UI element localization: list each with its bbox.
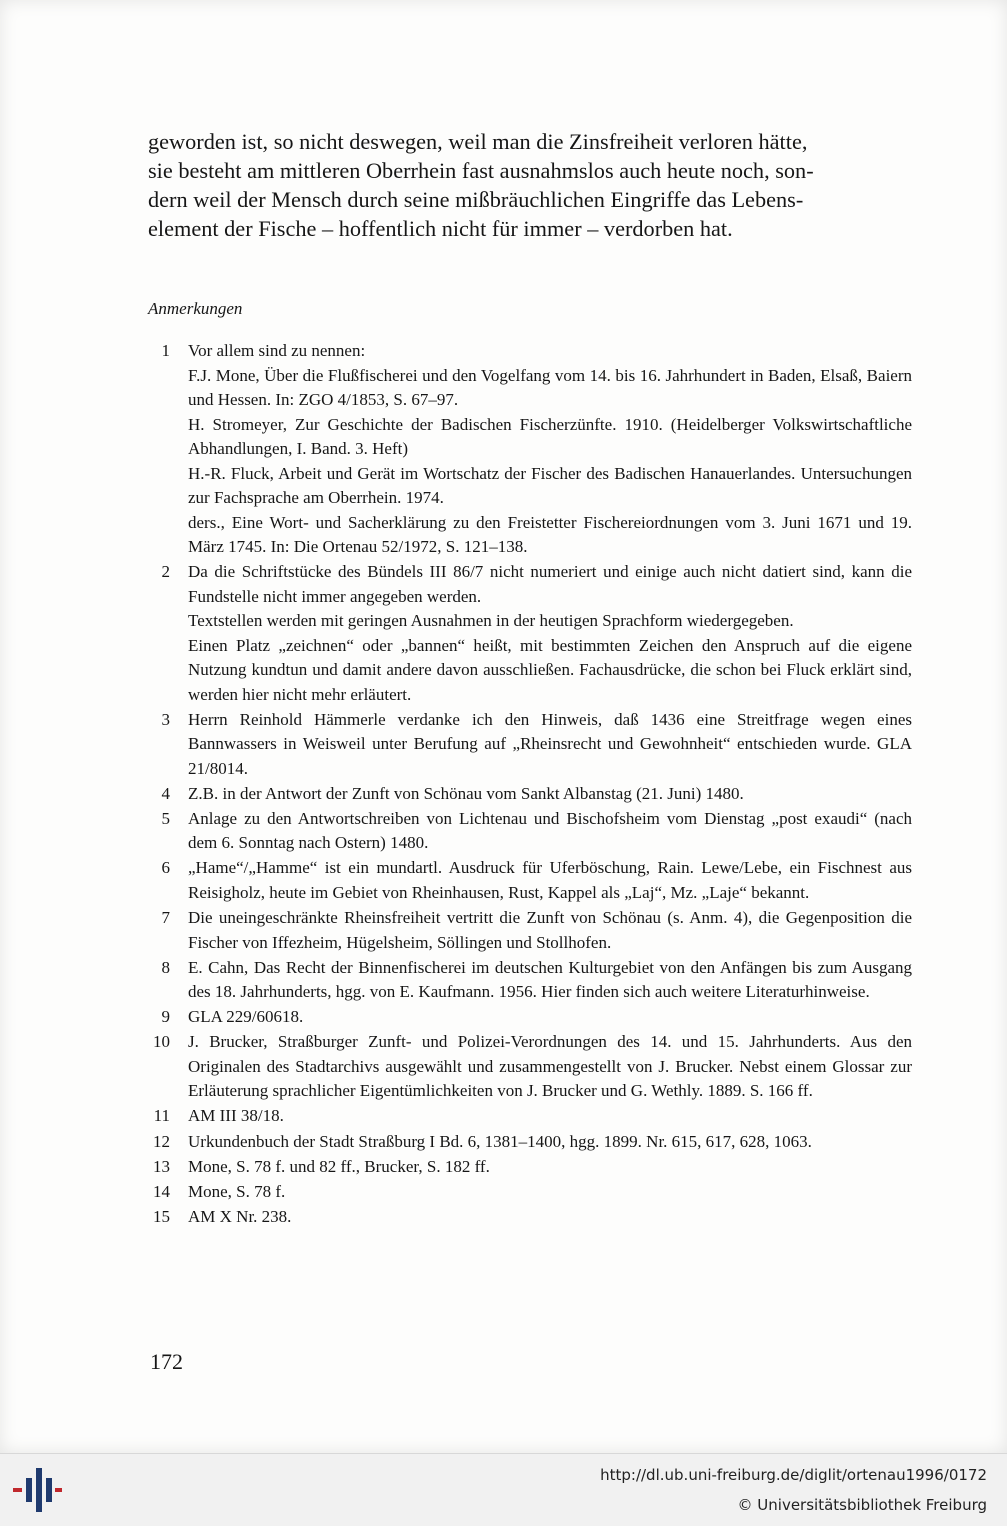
page-number: 172 bbox=[150, 1349, 183, 1374]
note-text: AM III 38/18. bbox=[188, 1106, 284, 1126]
note-number: 2 bbox=[161, 562, 170, 582]
note-text: ders., Eine Wort- und Sacherklärung zu den Freistetter Fischereiordnungen vom 3. Juni 1671 und 19. März 1745. In: Die Ortenau 52/1972, S. 121–138. bbox=[188, 512, 912, 556]
note-number: 4 bbox=[161, 783, 170, 803]
note-item bbox=[150, 708, 912, 782]
note-number: 11 bbox=[153, 1106, 170, 1126]
note-number: 6 bbox=[161, 858, 170, 878]
note-text: Mone, S. 78 f. und 82 ff., Brucker, S. 182 ff. bbox=[188, 1156, 490, 1176]
note-item bbox=[150, 1155, 912, 1180]
note-text: F.J. Mone, Über die Flußfischerei und den Vogelfang vom 14. bis 16. Jahrhundert in Baden, Elsaß, Baiern und Hessen. In: ZGO 4/1853, S. 67–97. bbox=[188, 365, 912, 409]
note-text: Textstellen werden mit geringen Ausnahmen in der heutigen Sprachform wiedergegeben. bbox=[188, 611, 794, 631]
note-text: Urkundenbuch der Stadt Straßburg I Bd. 6, 1381–1400, hgg. 1899. Nr. 615, 617, 628, 1063. bbox=[188, 1131, 812, 1151]
note-item bbox=[150, 1180, 912, 1205]
body-paragraph bbox=[148, 127, 912, 243]
note-item bbox=[150, 956, 912, 1005]
note-text: H.-R. Fluck, Arbeit und Gerät im Wortschatz der Fischer des Badischen Hanauerlandes. Untersuchungen zur Fachsprache am Oberrhein. 1974. bbox=[188, 463, 912, 507]
body-line: element der Fische – hoffentlich nicht für immer – verdorben hat. bbox=[148, 216, 733, 241]
note-item bbox=[150, 906, 912, 955]
note-text: Anlage zu den Antwortschreiben von Lichtenau und Bischofsheim vom Dienstag „post exaudi“ (nach dem 6. Sonntag nach Ostern) 1480. bbox=[188, 808, 912, 853]
note-item bbox=[150, 807, 912, 856]
body-line: sie besteht am mittleren Oberrhein fast ausnahmslos auch heute noch, son- bbox=[148, 158, 814, 183]
note-number: 13 bbox=[153, 1156, 170, 1176]
note-number: 7 bbox=[161, 908, 170, 928]
copyright-notice: © Universitätsbibliothek Freiburg bbox=[737, 1496, 987, 1514]
note-text: Die uneingeschränkte Rheinsfreiheit vertritt die Zunft von Schönau (s. Anm. 4), die Gegenposition die Fischer von Iffezheim, Hügelsheim, Söllingen und Stollhofen. bbox=[188, 908, 912, 952]
notes-list bbox=[150, 339, 912, 1229]
permalink-url[interactable]: http://dl.ub.uni-freiburg.de/diglit/ortenau1996/0172 bbox=[600, 1466, 987, 1484]
note-item bbox=[150, 1205, 912, 1230]
note-text: Herrn Reinhold Hämmerle verdanke ich den Hinweis, daß 1436 eine Streitfrage wegen eines Bannwassers in Weisweil unter Berufung auf „Rheinsrecht und Gewohnheit“ entschieden wurde. GLA 21/8014. bbox=[188, 709, 912, 778]
note-text: GLA 229/60618. bbox=[188, 1007, 304, 1027]
note-number: 9 bbox=[161, 1007, 170, 1027]
note-number: 10 bbox=[153, 1032, 170, 1052]
note-number: 15 bbox=[153, 1206, 170, 1226]
ub-freiburg-logo-icon bbox=[10, 1464, 64, 1516]
body-line: geworden ist, so nicht deswegen, weil man die Zinsfreiheit verloren hätte, bbox=[148, 129, 808, 154]
note-text: H. Stromeyer, Zur Geschichte der Badischen Fischerzünfte. 1910. (Heidelberger Volkswirtschaftliche Abhandlungen, I. Band. 3. Heft) bbox=[188, 414, 912, 458]
note-text: Da die Schriftstücke des Bündels III 86/7 nicht numeriert und einige auch nicht datiert sind, kann die Fundstelle nicht immer angegeben werden. bbox=[188, 562, 912, 606]
note-number: 3 bbox=[161, 709, 170, 729]
note-text: J. Brucker, Straßburger Zunft- und Polizei-Verordnungen des 14. und 15. Jahrhunderts. Aus den Originalen des Stadtarchivs ausgewählt und zusammengestellt von J. Brucker. Nebst einem Glossar zur Erläuterung sprachlicher Eigentümlichkeiten von J. Brucker und G. Wethly. 1889. S. 166 ff. bbox=[188, 1032, 912, 1101]
note-item bbox=[150, 1005, 912, 1030]
note-item bbox=[150, 560, 912, 707]
viewer-footer bbox=[0, 1453, 1007, 1526]
note-item bbox=[150, 856, 912, 905]
note-item bbox=[150, 1030, 912, 1104]
note-text: Z.B. in der Antwort der Zunft von Schönau vom Sankt Albanstag (21. Juni) 1480. bbox=[188, 783, 744, 803]
note-text: E. Cahn, Das Recht der Binnenfischerei im deutschen Kulturgebiet von den Anfängen bis zum Ausgang des 18. Jahrhunderts, hgg. von E. Kaufmann. 1956. Hier finden sich auch weitere Literaturhinweise. bbox=[188, 957, 912, 1002]
note-number: 1 bbox=[161, 341, 170, 360]
note-text: Einen Platz „zeichnen“ oder „bannen“ heißt, mit bestimmten Zeichen den Anspruch auf die eigene Nutzung kundtun und damit andere davon ausschließen. Fachausdrücke, die schon bei Fluck erklärt sind, werden hier nicht mehr erläutert. bbox=[188, 635, 912, 704]
body-line: dern weil der Mensch durch seine mißbräuchlichen Eingriffe das Lebens- bbox=[148, 187, 804, 212]
note-number: 12 bbox=[153, 1131, 170, 1151]
note-item bbox=[150, 1104, 912, 1129]
note-text: „Hame“/„Hamme“ ist ein mundartl. Ausdruck für Uferböschung, Rain. Lewe/Lebe, ein Fischnest aus Reisigholz, heute im Gebiet von Rheinhausen, Rust, Kappel als „Laj“, Mz. „Laje“ bekannt. bbox=[188, 858, 912, 902]
note-text: AM X Nr. 238. bbox=[188, 1206, 292, 1226]
note-number: 5 bbox=[161, 808, 170, 828]
notes-heading: Anmerkungen bbox=[148, 299, 243, 318]
note-number: 14 bbox=[153, 1181, 170, 1201]
note-text: Mone, S. 78 f. bbox=[188, 1181, 286, 1201]
note-number: 8 bbox=[161, 957, 170, 977]
note-text: Vor allem sind zu nennen: bbox=[188, 341, 366, 360]
note-item bbox=[150, 339, 912, 560]
note-item bbox=[150, 1130, 912, 1155]
note-item bbox=[150, 782, 912, 807]
